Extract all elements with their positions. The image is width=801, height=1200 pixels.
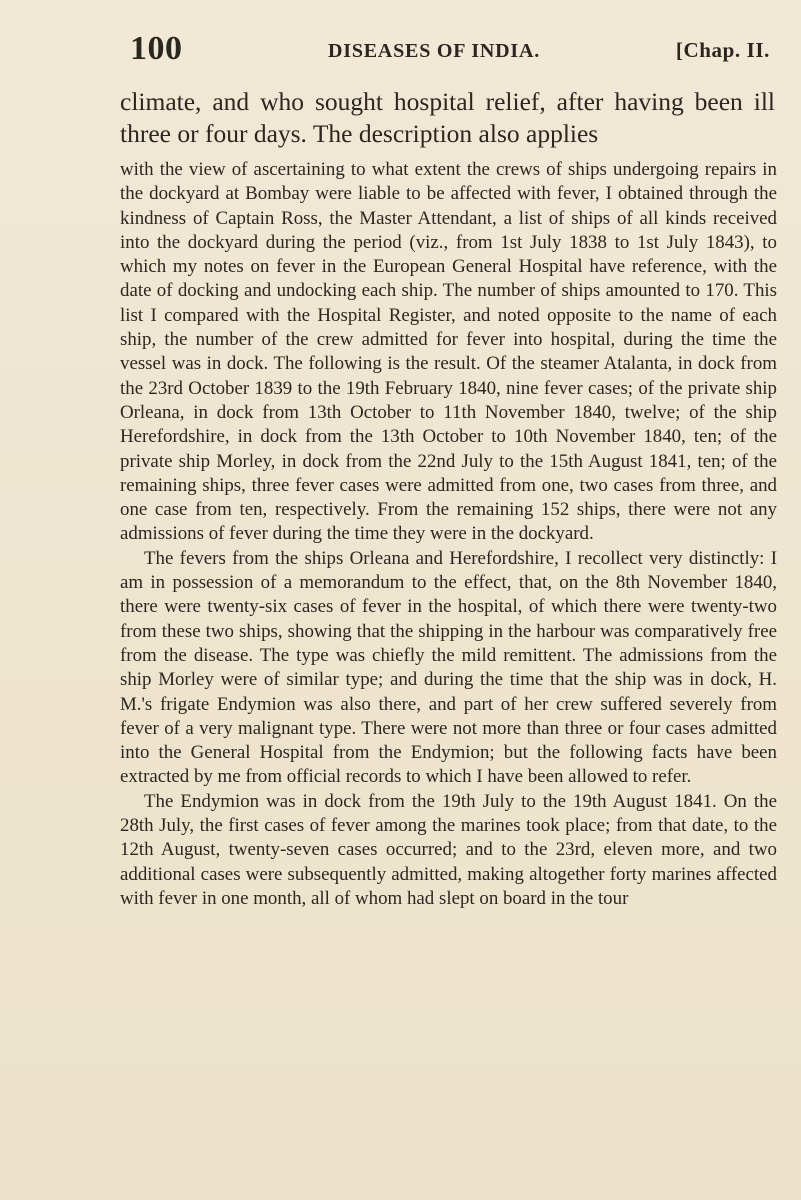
running-title: DISEASES OF INDIA.	[328, 40, 541, 62]
paragraph: The fevers from the ships Orleana and Herefordshire, I recollect very distinctly: I am in possession of a memorandum to the effect, that, on the 8th November 1840, there were twenty-six cases of fever in the hospital, of which there were twenty-two from these two ships, showing that the shipping in the harbour was comparatively free from the disease. The type was chiefly the mild remittent. The admissions from the ship Morley were of similar type; and during the time that the ship was in dock, H. M.'s frigate Endymion was also there, and part of her crew suffered severely from fever of a very malignant type. There were not more than three or four cases admitted into the General Hospital from the Endymion; but the following facts have been extracted by me from official records to which I have been allowed to refer.	[120, 547, 777, 788]
paragraph: with the view of ascertaining to what extent the crews of ships undergoing repairs in the dockyard at Bombay were liable to be affected with fever, I obtained through the kindness of Captain Ross, the Master Attendant, a list of ships of all kinds received into the dockyard during the period (viz., from 1st July 1838 to 1st July 1843), to which my notes on fever in the European General Hospital have reference, with the date of docking and undocking each ship. The number of ships amounted to 170. This list I compared with the Hospital Register, and noted opposite to the name of each ship, the number of the crew admitted for fever into hospital, during the time the vessel was in dock. The following is the result. Of the steamer Atalanta, in dock from the 23rd October 1839 to the 19th February 1840, nine fever cases; of the private ship Orleana, in dock from 13th October to 11th November 1840, twelve; of the ship Herefordshire, in dock from the 13th October to 10th November 1840, ten; of the private ship Morley, in dock from the 22nd July to the 15th August 1841, ten; of the remaining ships, three fever cases were admitted from one, two cases from three, and one case from ten, respectively. From the remaining 152 ships, there were not any admissions of fever during the time they were in the dockyard.	[120, 159, 777, 545]
page-number: 100	[130, 30, 183, 67]
paragraph: The Endymion was in dock from the 19th July to the 19th August 1841. On the 28th July, the first cases of fever among the marines took place; from that date, to the 12th August, twenty-seven cases occurred; and to the 23rd, eleven more, and two additional cases were subsequently admitted, making altogether forty marines affected with fever in one month, all of whom had slept on board in the tour	[120, 790, 777, 909]
body-text	[120, 158, 777, 911]
chapter-reference: [Chap. II.	[675, 38, 770, 62]
intro-text: climate, and who sought hospital relief, after having been ill three or four days. The description also applies	[120, 87, 775, 148]
page-header	[130, 30, 770, 78]
